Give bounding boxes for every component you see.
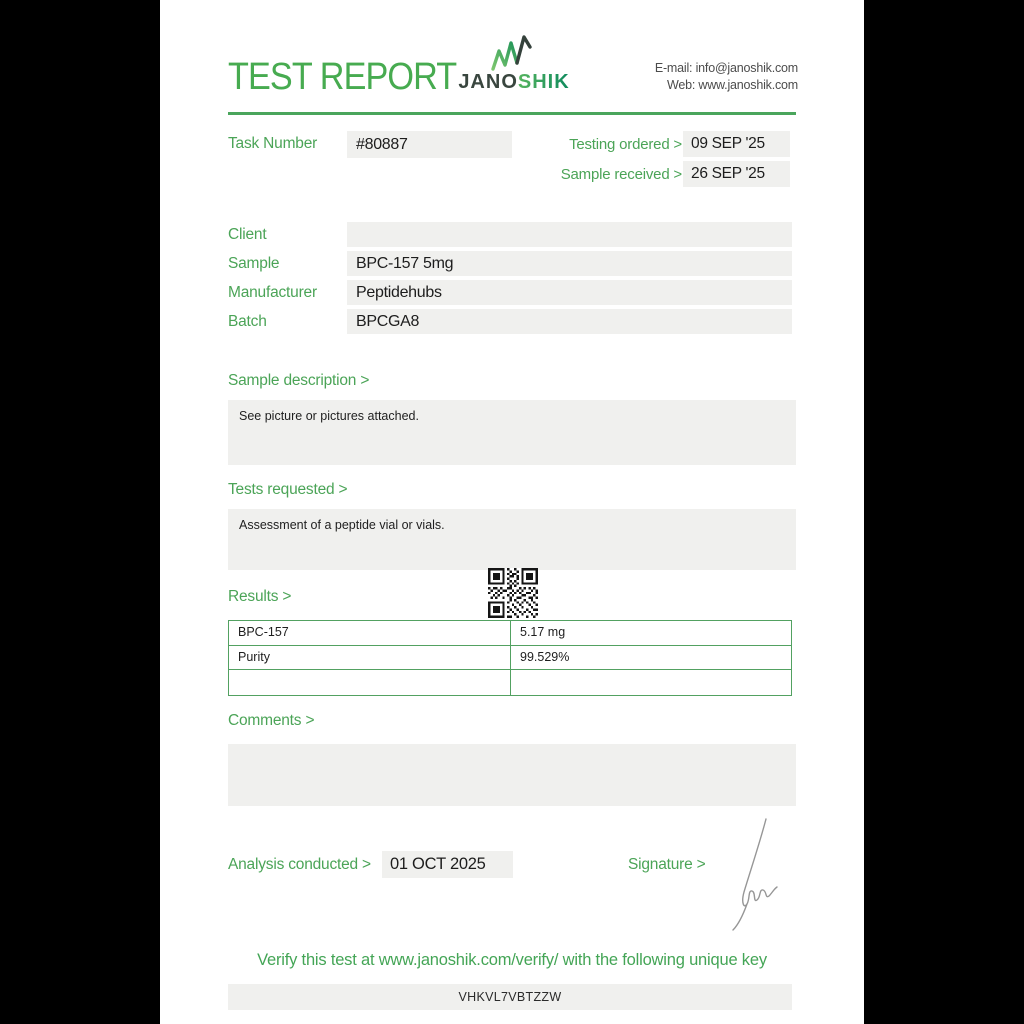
results-table [228,620,792,696]
contact-info [655,60,798,94]
qr-code [488,567,538,619]
unique-key: VHKVL7VBTZZW [228,984,792,1010]
testing-ordered-label: Testing ordered > [569,136,682,153]
task-number-label: Task Number [228,135,318,152]
table-row [229,621,791,646]
sample-label: Sample [228,255,280,272]
result-analyte: BPC-157 [229,621,511,645]
signature-mark [716,816,788,934]
verify-instruction: Verify this test at www.janoshik.com/verify/ with the following unique key [257,951,767,969]
task-number-value: #80887 [347,131,512,158]
result-value [511,670,791,695]
brand-name-shik: SHIK [517,71,570,93]
sample-value: BPC-157 5mg [347,251,792,276]
batch-value: BPCGA8 [347,309,792,334]
brand-name-jano: JANO [458,71,518,93]
client-value [347,222,792,247]
comments-text [228,744,796,806]
analysis-conducted-label: Analysis conducted > [228,856,371,873]
report-page [160,0,864,1024]
signature-label: Signature > [628,856,706,873]
brand-name [456,71,572,94]
header-divider [228,112,796,115]
result-analyte: Purity [229,646,511,670]
result-value: 5.17 mg [520,625,566,639]
sample-received-date: 26 SEP '25 [683,161,790,187]
page-title: TEST REPORT [228,56,457,98]
tests-requested-text: Assessment of a peptide vial or vials. [228,509,796,570]
contact-email: E-mail: info@janoshik.com [654,61,798,75]
analysis-conducted-date: 01 OCT 2025 [382,851,513,878]
brand-logo [456,31,572,94]
tests-requested-heading: Tests requested > [228,481,348,498]
testing-ordered-date: 09 SEP '25 [683,131,790,157]
manufacturer-value: Peptidehubs [347,280,792,305]
bar-chart-logo-icon [485,31,543,73]
client-label: Client [228,226,267,243]
comments-heading: Comments > [228,712,315,729]
table-row [229,670,791,695]
sample-description-text: See picture or pictures attached. [228,400,796,465]
result-analyte [229,670,511,695]
contact-web: Web: www.janoshik.com [666,78,798,92]
batch-label: Batch [228,313,267,330]
result-value: 99.529% [520,649,570,664]
table-row [229,646,791,671]
sample-description-heading: Sample description > [228,372,370,389]
manufacturer-label: Manufacturer [228,284,317,301]
results-heading: Results > [228,588,292,605]
sample-received-label: Sample received > [560,166,682,183]
